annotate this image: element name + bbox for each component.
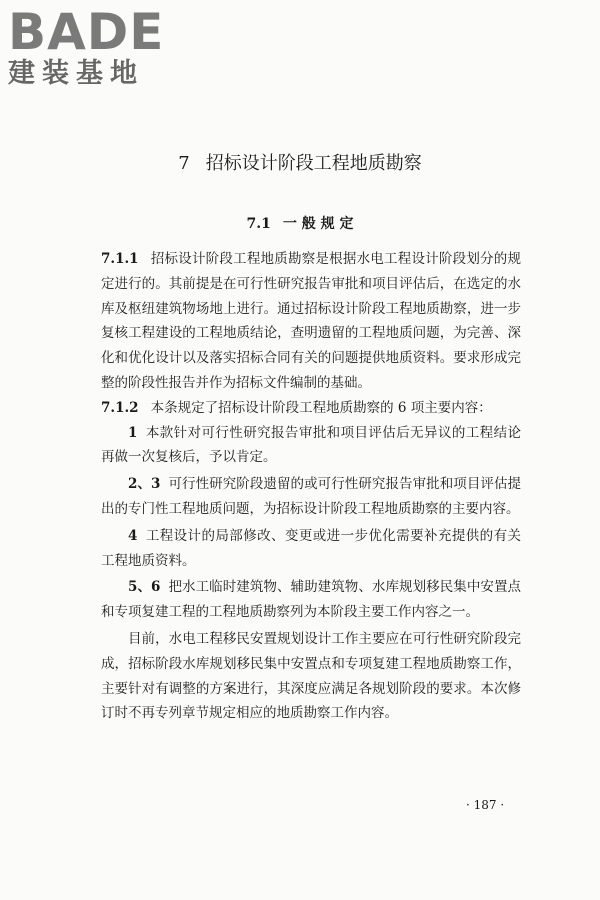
chapter-title: 招标设计阶段工程地质勘察 <box>205 153 422 174</box>
logo-brand-text: BADE <box>8 3 165 61</box>
body-text <box>101 247 521 726</box>
chapter-heading <box>0 152 600 176</box>
section-number: 7.1 <box>246 216 271 232</box>
brand-logo <box>8 3 178 90</box>
item-text: 可行性研究阶段遗留的或可行性研究报告审批和项目评估提出的专门性工程地质问题，为招标设计阶段工程地质勘察的主要内容。 <box>101 476 522 517</box>
item-number: 4 <box>128 527 138 544</box>
clause-number: 7.1.2 <box>101 399 139 416</box>
note-paragraph: 目前，水电工程移民安置规划设计工作主要应在可行性研究阶段完成，招标阶段水库规划移民集中安置点和专项复建工程地质勘察工作，主要针对有调整的方案进行，其深度应满足各规划阶段的要求。本次修订时不再专列章节规定相应的地质勘察工作内容。 <box>101 630 521 722</box>
clause-number: 7.1.1 <box>101 251 139 267</box>
item-2-3 <box>101 472 521 522</box>
clause-text: 招标设计阶段工程地质勘察是根据水电工程设计阶段划分的规定进行的。其前提是在可行性研究报告审批和项目评估后，在选定的水库及枢纽建筑物场地上进行。通过招标设计阶段工程地质勘察，进一步复核工程建设的工程地质结论，查明遗留的工程地质问题，为完善、深化和优化设计以及落实招标合同有关的问题提供地质资料。要求形成完整的阶段性报告并作为招标文件编制的基础。 <box>101 251 521 391</box>
item-text: 把水工临时建筑物、辅助建筑物、水库规划移民集中安置点和专项复建工程的工程地质勘察列为本阶段主要工作内容之一。 <box>101 579 522 621</box>
clause-text: 本条规定了招标设计阶段工程地质勘察的 6 项主要内容： <box>150 399 492 416</box>
item-text: 本款针对可行性研究报告审批和项目评估后无异议的工程结论再做一次复核后，予以肯定。 <box>101 424 521 466</box>
logo-subtitle: 建装基地 <box>8 58 144 89</box>
item-5-6 <box>101 575 521 625</box>
item-text: 工程设计的局部修改、变更或进一步优化需要补充提供的有关工程地质资料。 <box>101 527 521 569</box>
item-1 <box>101 421 521 471</box>
item-4 <box>101 524 521 574</box>
chapter-number: 7 <box>178 153 190 174</box>
clause-7-1-1 <box>101 247 521 396</box>
section-title: 一 般 规 定 <box>282 216 354 232</box>
item-number: 2、3 <box>128 476 161 493</box>
clause-7-1-2 <box>101 396 521 421</box>
item-number: 1 <box>128 424 138 441</box>
item-number: 5、6 <box>128 579 161 596</box>
section-heading <box>0 214 600 234</box>
page-number: · 187 · <box>466 798 505 812</box>
